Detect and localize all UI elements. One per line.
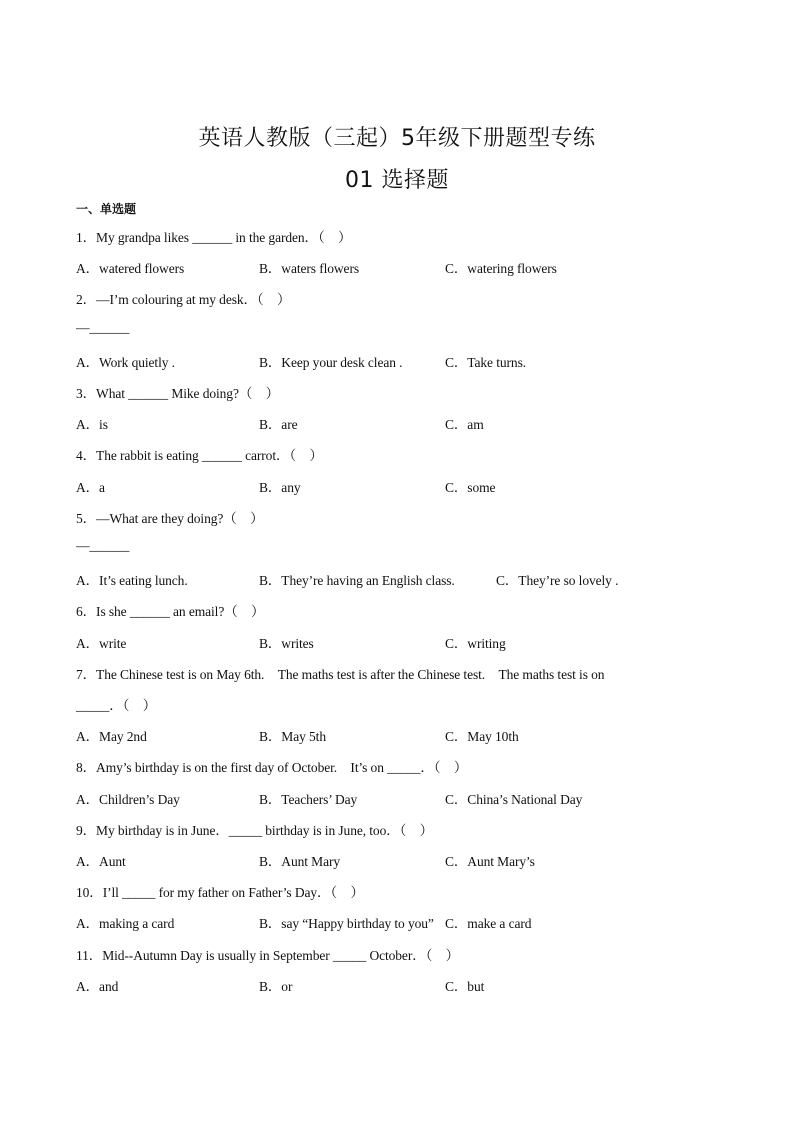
option-b[interactable]: B．Aunt Mary (259, 854, 341, 869)
question-1-options (76, 257, 716, 275)
page-title: 英语人教版（三起）5年级下册题型专练 (198, 126, 596, 151)
page-subtitle: 01 选择题 (345, 168, 449, 193)
option-a[interactable]: A．Work quietly . (76, 355, 175, 370)
option-c[interactable]: C．am (445, 417, 484, 432)
option-c[interactable]: C．Take turns. (445, 355, 526, 370)
option-a[interactable]: A．Children’s Day (76, 792, 180, 807)
question-5-stem: 5．—What are they doing?（ ） (76, 511, 264, 526)
question-2-options (76, 351, 716, 369)
question-3-options (76, 413, 716, 431)
option-c[interactable]: C．some (445, 480, 496, 495)
question-8-options (76, 788, 716, 806)
section-heading: 一、单选题 (76, 202, 137, 216)
question-7-stem-continued: _____．（ ） (76, 698, 157, 713)
option-b[interactable]: B．are (259, 417, 298, 432)
option-a[interactable]: A．is (76, 417, 108, 432)
option-a[interactable]: A．May 2nd (76, 729, 147, 744)
question-9-options (76, 850, 716, 868)
question-4-stem: 4．The rabbit is eating ______ carrot．（ ） (76, 448, 323, 463)
question-9-stem: 9．My birthday is in June．_____ birthday is in June, too．（ ） (76, 823, 434, 838)
option-b[interactable]: B．any (259, 480, 301, 495)
question-7-options (76, 725, 716, 743)
option-a[interactable]: A．a (76, 480, 105, 495)
option-a[interactable]: A．It’s eating lunch. (76, 573, 188, 588)
option-c[interactable]: C．but (445, 979, 485, 994)
option-a[interactable]: A．write (76, 636, 127, 651)
option-b[interactable]: B．They’re having an English class. (259, 573, 455, 588)
question-6-stem: 6．Is she ______ an email?（ ） (76, 604, 265, 619)
option-a[interactable]: A．Aunt (76, 854, 126, 869)
question-4-options (76, 476, 716, 494)
question-5-reply: —______ (76, 538, 130, 553)
question-5-options (76, 569, 716, 587)
option-c[interactable]: C．watering flowers (445, 261, 557, 276)
option-b[interactable]: B．Teachers’ Day (259, 792, 358, 807)
option-c[interactable]: C．May 10th (445, 729, 519, 744)
question-10-options (76, 912, 716, 930)
option-a[interactable]: A．making a card (76, 916, 175, 931)
option-c[interactable]: C．make a card (445, 916, 532, 931)
question-11-stem: 11．Mid--Autumn Day is usually in September _____ October．（ ） (76, 948, 460, 963)
option-a[interactable]: A．and (76, 979, 119, 994)
option-b[interactable]: B．writes (259, 636, 314, 651)
question-11-options (76, 975, 716, 993)
question-6-options (76, 632, 716, 650)
question-1-stem: 1．My grandpa likes ______ in the garden．（ ） (76, 230, 352, 245)
option-a[interactable]: A．watered flowers (76, 261, 185, 276)
option-b[interactable]: B．say “Happy birthday to you” (259, 916, 434, 931)
question-10-stem: 10．I’ll _____ for my father on Father’s Day．（ ） (76, 885, 364, 900)
option-b[interactable]: B．May 5th (259, 729, 326, 744)
option-c[interactable]: C．writing (445, 636, 506, 651)
option-c[interactable]: C．Aunt Mary’s (445, 854, 535, 869)
question-2-stem: 2．—I’m colouring at my desk．（ ） (76, 292, 291, 307)
option-b[interactable]: B．Keep your desk clean . (259, 355, 403, 370)
question-8-stem: 8．Amy’s birthday is on the first day of October. It’s on _____．（ ） (76, 760, 468, 775)
question-2-reply: —______ (76, 320, 130, 335)
option-b[interactable]: B．or (259, 979, 293, 994)
option-c[interactable]: C．China’s National Day (445, 792, 583, 807)
question-7-stem: 7．The Chinese test is on May 6th. The maths test is after the Chinese test. The maths test is on (76, 667, 605, 682)
option-c[interactable]: C．They’re so lovely . (496, 573, 619, 588)
option-b[interactable]: B．waters flowers (259, 261, 359, 276)
question-3-stem: 3．What ______ Mike doing?（ ） (76, 386, 280, 401)
